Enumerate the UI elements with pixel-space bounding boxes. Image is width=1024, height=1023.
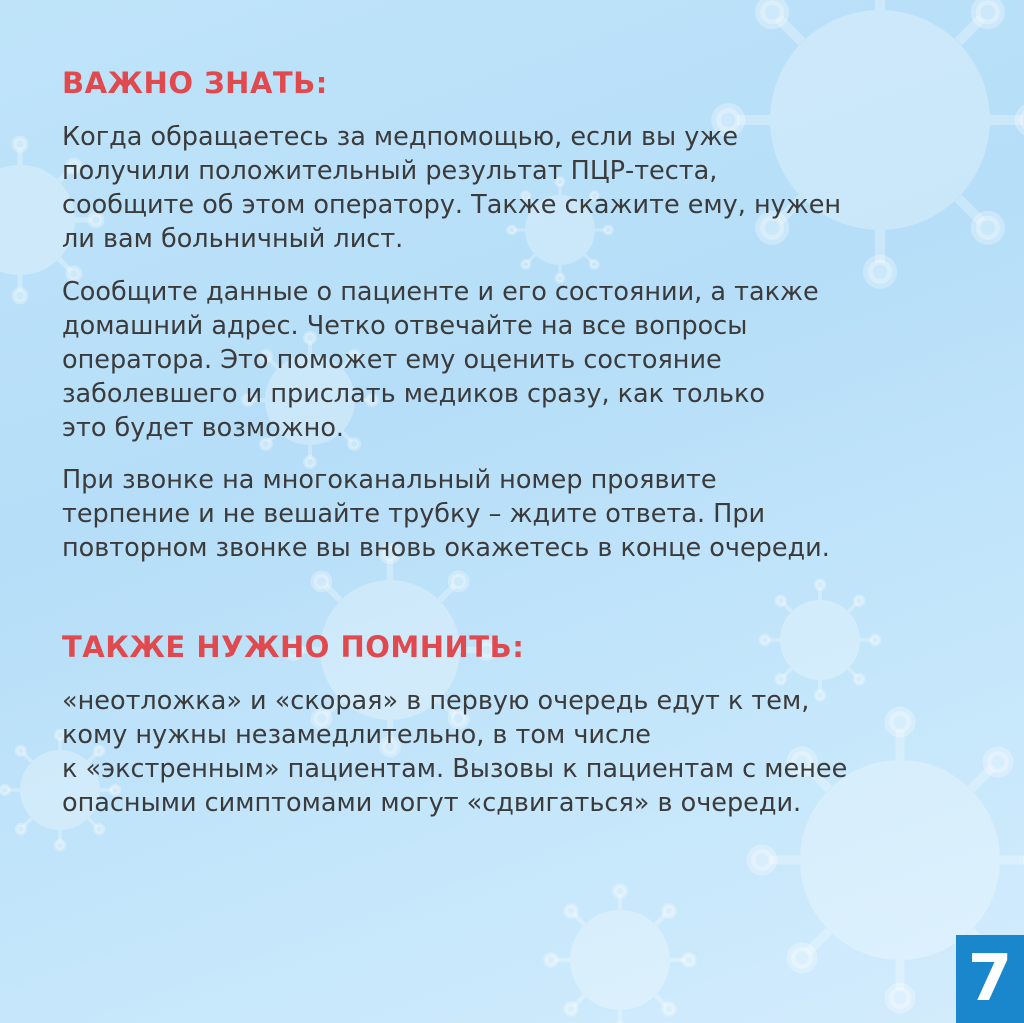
text-line: Сообщите данные о пациенте и его состоянии, а также xyxy=(62,277,819,307)
text-line: заболевшего и прислать медиков сразу, как только xyxy=(62,379,765,409)
text-line: к «экстренным» пациентам. Вызовы к пациентам с менее xyxy=(62,754,848,784)
page-number-badge: 7 xyxy=(956,935,1024,1023)
important-heading: ВАЖНО ЗНАТЬ: xyxy=(62,66,328,100)
text-line: терпение и не вешайте трубку – ждите ответа. При xyxy=(62,499,766,529)
paragraph-emergency-priority xyxy=(62,684,847,820)
remember-heading: ТАКЖЕ НУЖНО ПОМНИТЬ: xyxy=(62,630,525,664)
text-line: кому нужны незамедлительно, в том числе xyxy=(62,720,651,750)
text-line: получили положительный результат ПЦР-теста, xyxy=(62,156,718,186)
virus-icon xyxy=(546,886,695,1023)
virus-icon xyxy=(760,580,879,699)
paragraph-call-wait xyxy=(62,463,830,565)
text-line: ли вам больничный лист. xyxy=(62,224,404,254)
text-line: это будет возможно. xyxy=(62,413,345,443)
text-line: сообщите об этом оператору. Также скажите ему, нужен xyxy=(62,190,842,220)
text-line: опасными симптомами могут «сдвигаться» в очереди. xyxy=(62,788,802,818)
paragraph-pcr-test xyxy=(62,120,841,256)
text-line: При звонке на многоканальный номер проявите xyxy=(62,465,717,495)
text-line: «неотложка» и «скорая» в первую очередь едут к тем, xyxy=(62,686,810,716)
text-line: оператора. Это поможет ему оценить состояние xyxy=(62,345,722,375)
text-line: домашний адрес. Четко отвечайте на все вопросы xyxy=(62,311,748,341)
paragraph-patient-data xyxy=(62,275,819,445)
text-line: повторном звонке вы вновь окажетесь в конце очереди. xyxy=(62,533,830,563)
text-line: Когда обращаетесь за медпомощью, если вы уже xyxy=(62,122,739,152)
